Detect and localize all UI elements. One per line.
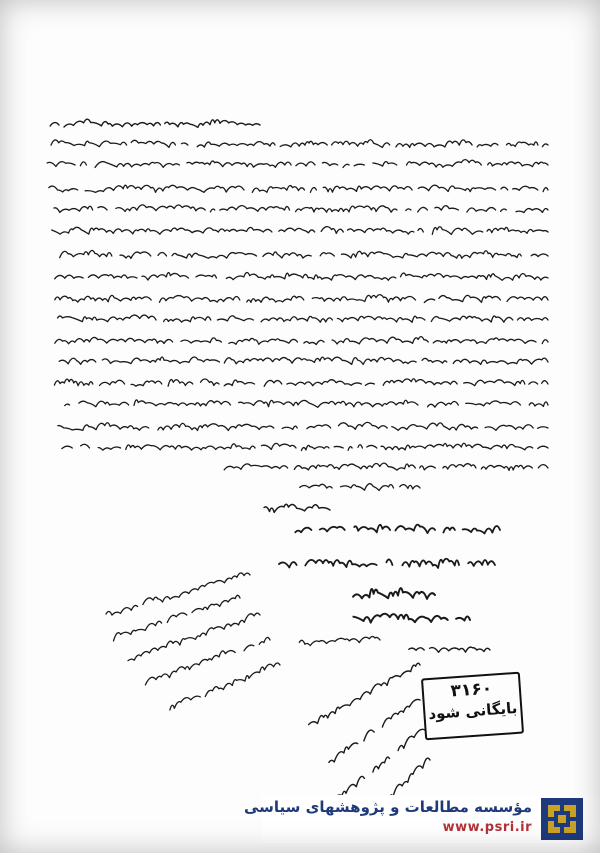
handwritten-date-line (50, 119, 260, 127)
handwritten-referral-note (332, 729, 425, 802)
handwritten-body-line (45, 295, 548, 303)
handwritten-margin-note (128, 613, 260, 661)
handwritten-margin-note (170, 663, 280, 710)
handwritten-margin-note (106, 573, 250, 615)
handwritten-referral-note (309, 663, 420, 724)
handwritten-body-line (52, 227, 548, 235)
handwritten-body-line (219, 463, 548, 470)
handwritten-closing-line (295, 525, 500, 534)
handwritten-body-line (41, 185, 548, 192)
archive-stamp-label: بایگانی شود (427, 698, 518, 724)
handwritten-closing-line (279, 559, 495, 568)
handwritten-body-line (54, 357, 548, 364)
handwritten-body-line (300, 484, 420, 491)
handwritten-signature (353, 588, 435, 599)
handwritten-body-line (55, 273, 548, 281)
archive-stamp (421, 672, 524, 741)
handwritten-body-line (62, 443, 548, 450)
handwritten-margin-note (114, 595, 241, 641)
handwritten-body-line (60, 250, 548, 258)
handwritten-body-line (58, 422, 548, 430)
psri-knot-logo-icon (540, 797, 584, 841)
handwritten-margin-note (145, 637, 270, 684)
handwritten-referral-note (329, 699, 420, 762)
handwritten-date-note (409, 647, 490, 652)
handwritten-body-line (54, 205, 548, 213)
handwritten-referral-note (299, 636, 380, 645)
handwritten-body-line (56, 400, 548, 407)
handwritten-body-line (54, 379, 548, 387)
archive-stamp-number: ۳۱۶۰ (449, 678, 493, 702)
handwritten-body-line (47, 160, 548, 168)
handwritten-signature-name (264, 504, 330, 512)
institute-name: مؤسسه مطالعات و پژوهشهای سیاسی (243, 798, 532, 816)
institute-url[interactable]: www.psri.ir (442, 820, 532, 835)
handwritten-body-line (45, 140, 548, 148)
handwritten-signature (353, 614, 470, 623)
handwritten-body-line (55, 337, 548, 345)
handwritten-body-line (58, 315, 548, 322)
